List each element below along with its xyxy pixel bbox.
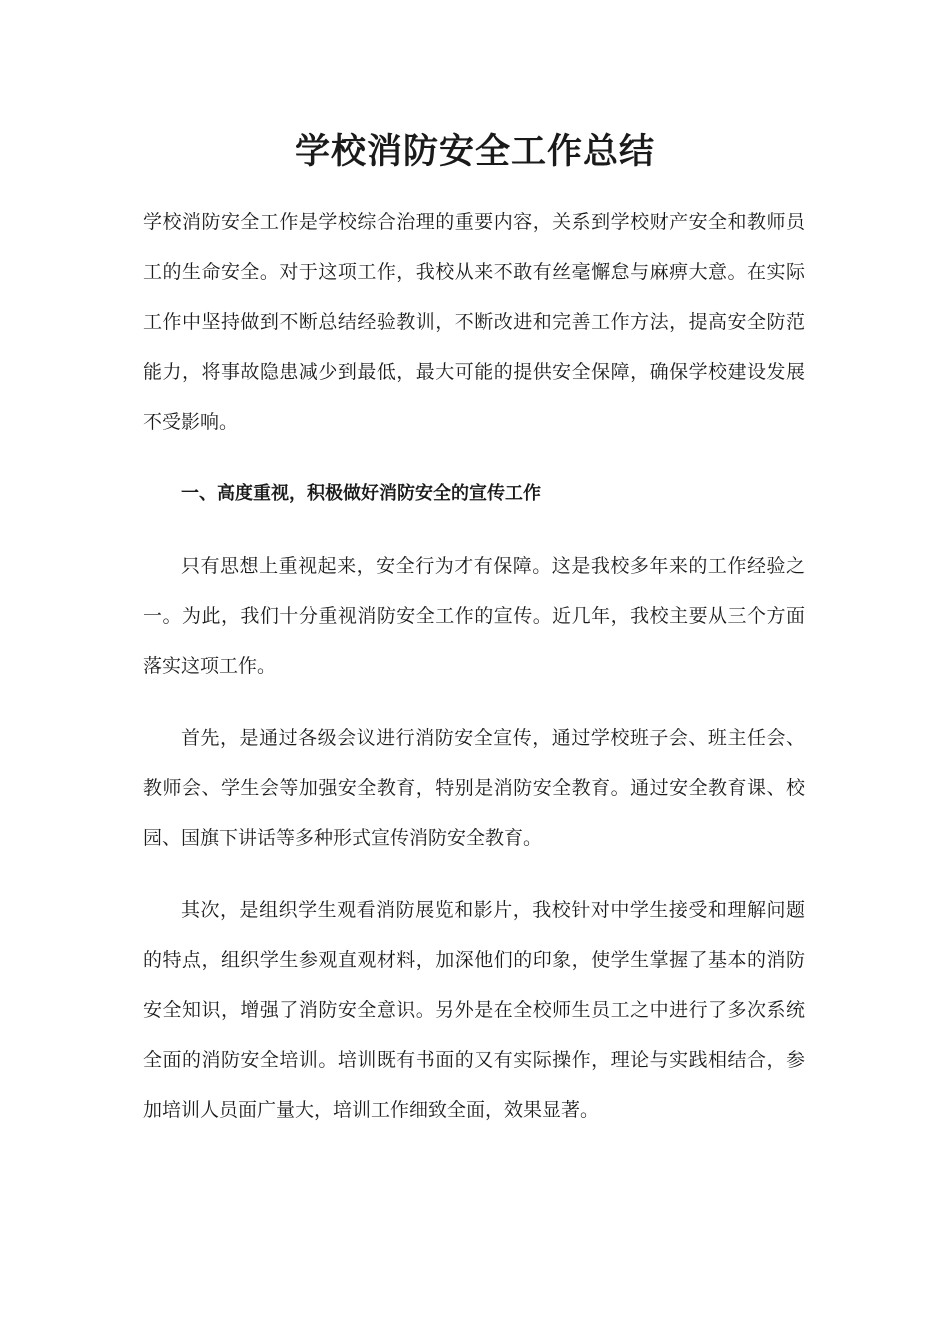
body-paragraph: 只有思想上重视起来，安全行为才有保障。这是我校多年来的工作经验之一。为此，我们十分重视消防安全工作的宣传。近几年，我校主要从三个方面落实这项工作。 [143,555,805,677]
body-paragraph: 其次，是组织学生观看消防展览和影片，我校针对中学生接受和理解问题的特点，组织学生参观直观材料，加深他们的印象，使学生掌握了基本的消防安全知识，增强了消防安全意识。另外是在全校师生员工之中进行了多次系统全面的消防安全培训。培训既有书面的又有实际操作，理论与实践相结合，参加培训人员面广量大，培训工作细致全面，效果显著。 [143,899,805,1121]
intro-paragraph: 学校消防安全工作是学校综合治理的重要内容，关系到学校财产安全和教师员工的生命安全。对于这项工作，我校从来不敢有丝毫懈怠与麻痹大意。在实际工作中坚持做到不断总结经验教训，不断改进和完善工作方法，提高安全防范能力，将事故隐患减少到最低，最大可能的提供安全保障，确保学校建设发展不受影响。 [143,211,805,433]
document-title: 学校消防安全工作总结 [294,132,655,172]
body-paragraph: 首先，是通过各级会议进行消防安全宣传，通过学校班子会、班主任会、教师会、学生会等加强安全教育，特别是消防安全教育。通过安全教育课、校园、国旗下讲话等多种形式宣传消防安全教育。 [143,727,805,849]
section-heading: 一、高度重视，积极做好消防安全的宣传工作 [181,483,541,504]
